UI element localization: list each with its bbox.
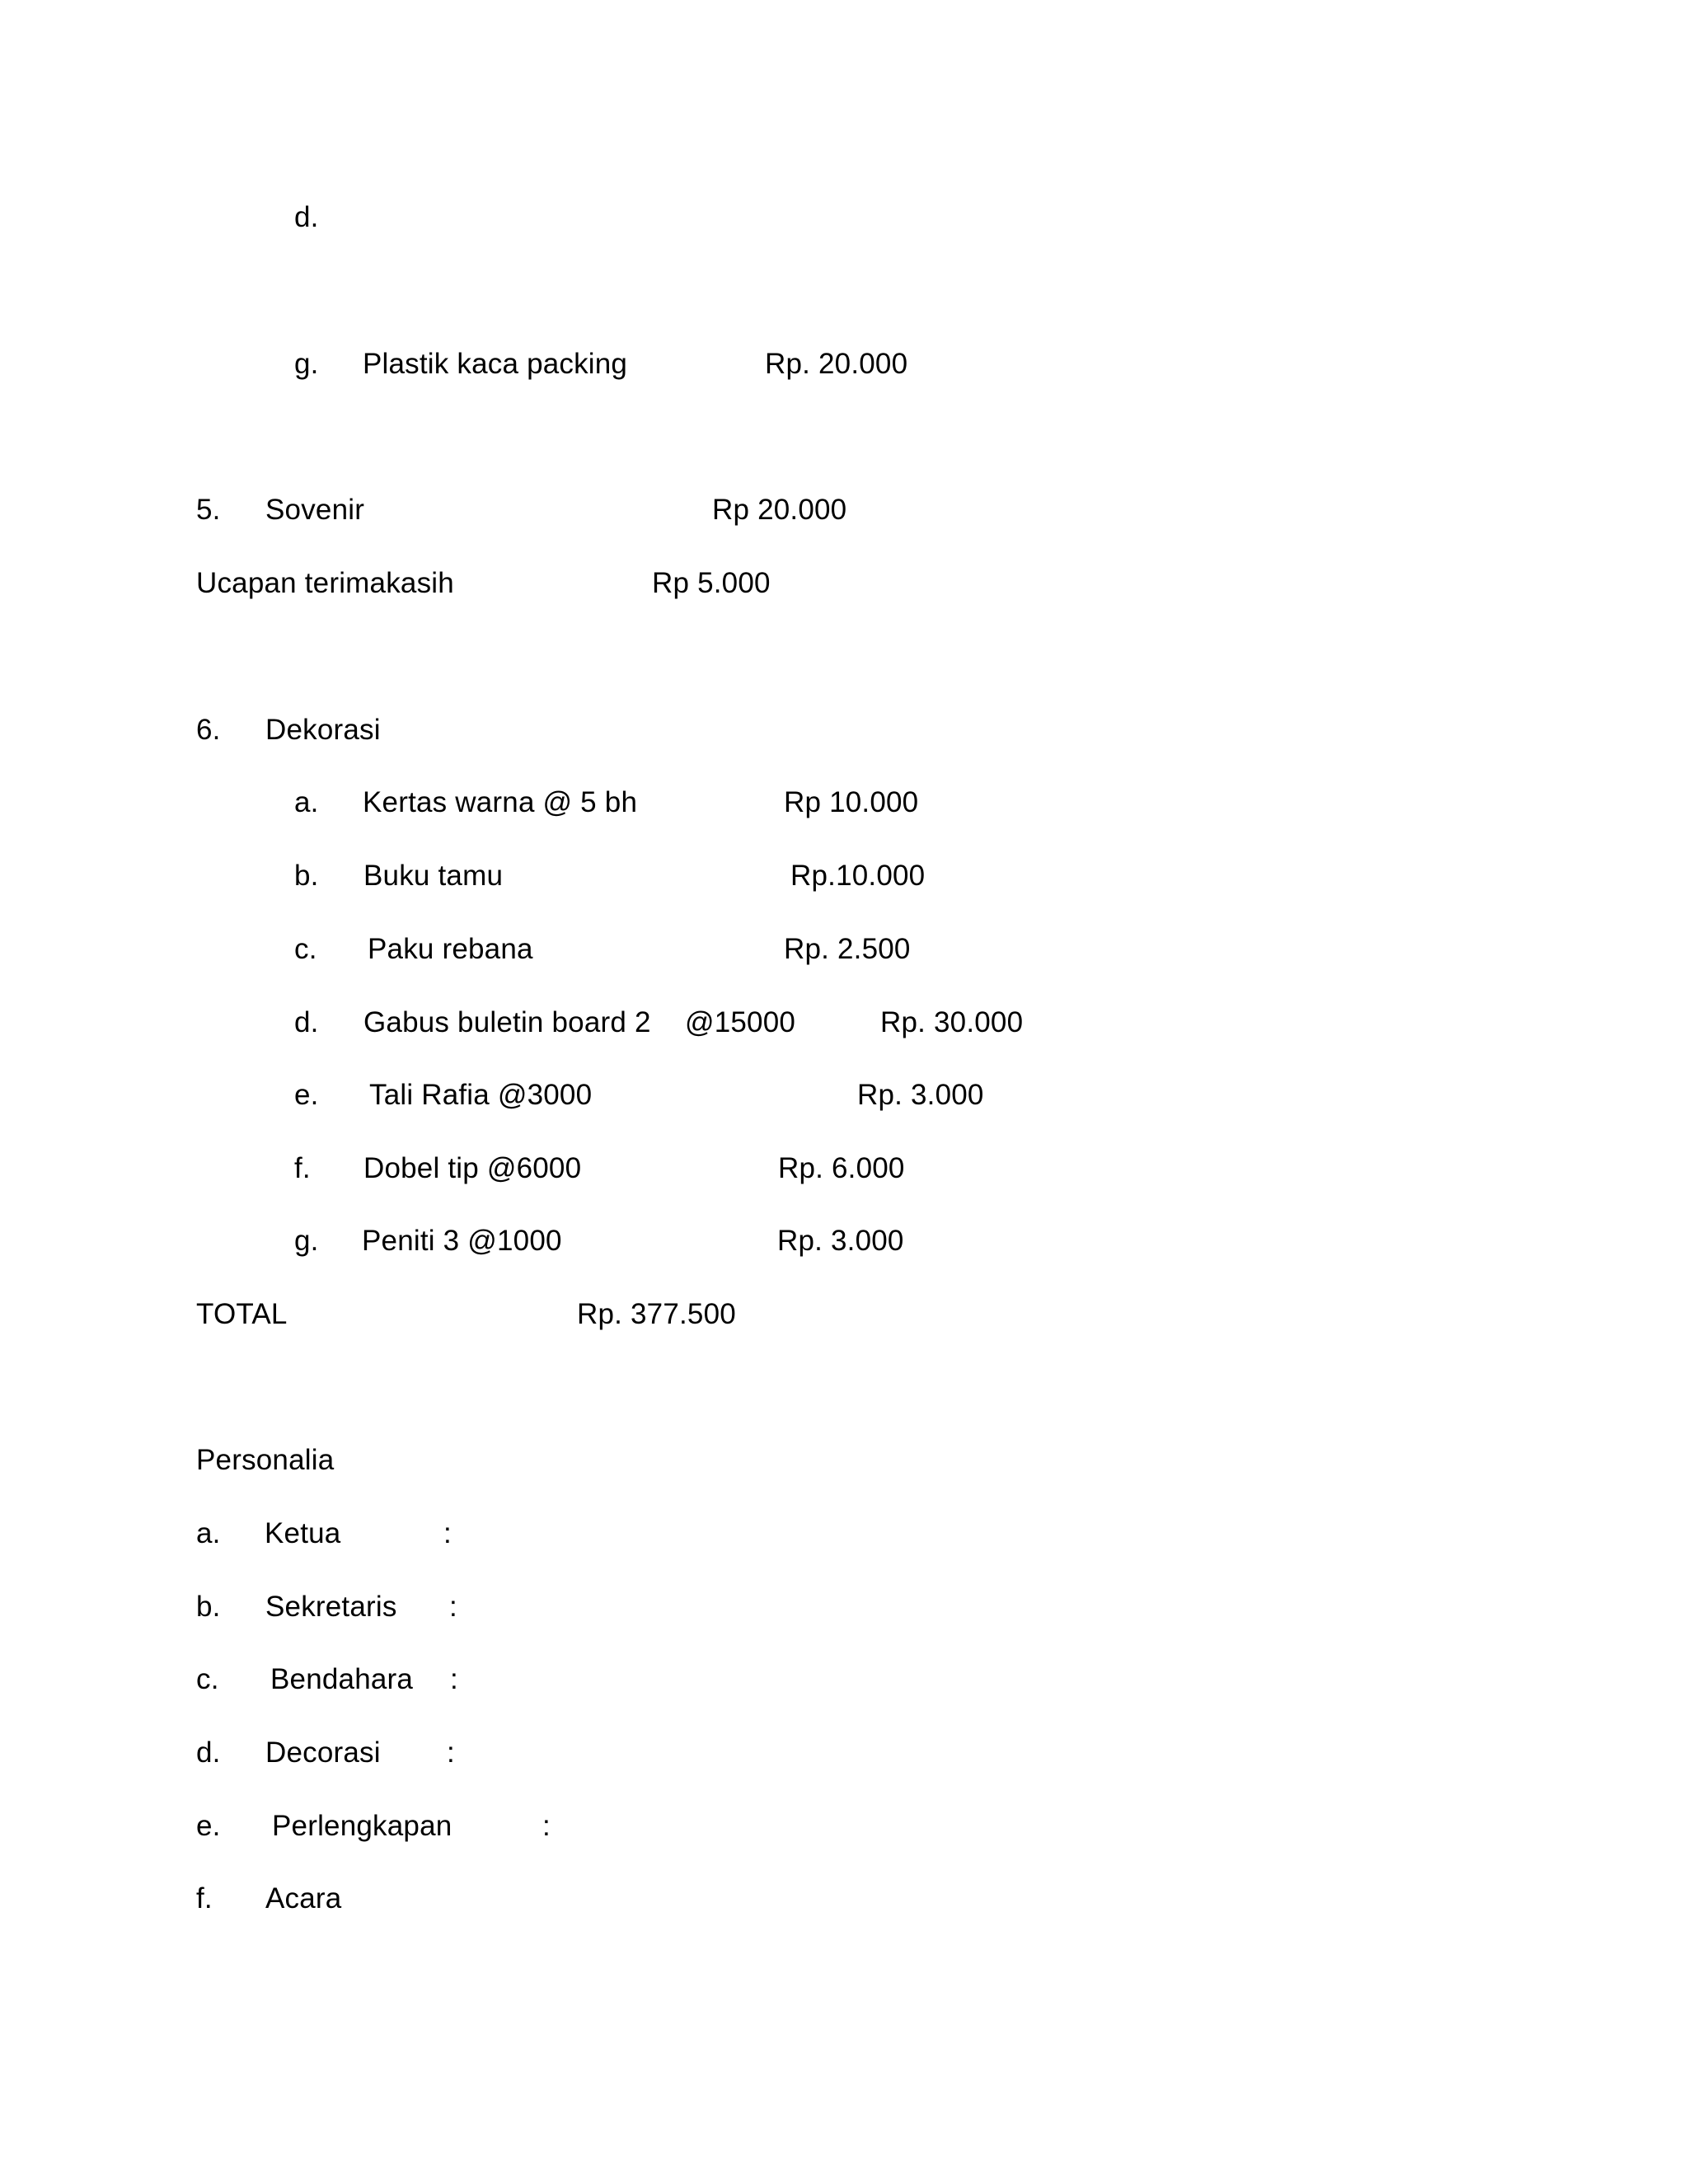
personalia-role-colon: : bbox=[443, 1517, 452, 1549]
item-g-marker: g. bbox=[294, 348, 319, 380]
ucapan-label: Ucapan terimakasih bbox=[196, 567, 454, 599]
personalia-role-marker: c. bbox=[196, 1663, 219, 1695]
personalia-role-colon: : bbox=[447, 1736, 455, 1769]
dekorasi-item-label: Kertas warna @ 5 bh bbox=[363, 786, 638, 818]
section5-number: 5. bbox=[196, 494, 221, 526]
dekorasi-item-price: Rp. 6.000 bbox=[778, 1152, 905, 1184]
personalia-role-label: Acara bbox=[265, 1882, 342, 1915]
dekorasi-item-price: Rp 10.000 bbox=[784, 786, 919, 818]
section6-title: Dekorasi bbox=[265, 714, 381, 746]
personalia-role-marker: d. bbox=[196, 1736, 221, 1769]
personalia-role-colon: : bbox=[449, 1591, 457, 1623]
item-d-marker: d. bbox=[294, 201, 319, 233]
total-label: TOTAL bbox=[196, 1298, 288, 1330]
section5-title: Sovenir bbox=[265, 494, 365, 526]
dekorasi-item-price: Rp. 30.000 bbox=[880, 1006, 1024, 1038]
dekorasi-item-label: Tali Rafia @3000 bbox=[369, 1079, 593, 1111]
personalia-title: Personalia bbox=[196, 1444, 335, 1476]
personalia-role-colon: : bbox=[450, 1663, 458, 1695]
personalia-role-marker: a. bbox=[196, 1517, 221, 1549]
dekorasi-item-label: Dobel tip @6000 bbox=[363, 1152, 582, 1184]
dekorasi-item-marker: a. bbox=[294, 786, 319, 818]
dekorasi-item-label: Gabus buletin board 2 bbox=[363, 1006, 651, 1038]
dekorasi-item-label: Buku tamu bbox=[363, 860, 504, 892]
dekorasi-item-label: Peniti 3 @1000 bbox=[362, 1225, 562, 1257]
personalia-role-colon: : bbox=[542, 1810, 551, 1842]
dekorasi-item-price: Rp. 3.000 bbox=[857, 1079, 984, 1111]
dekorasi-item-marker: d. bbox=[294, 1006, 319, 1038]
dekorasi-item-marker: e. bbox=[294, 1079, 319, 1111]
personalia-role-label: Sekretaris bbox=[265, 1591, 397, 1623]
personalia-role-label: Ketua bbox=[265, 1517, 341, 1549]
dekorasi-item-marker: f. bbox=[294, 1152, 311, 1184]
dekorasi-item-price: Rp.10.000 bbox=[790, 860, 926, 892]
total-price: Rp. 377.500 bbox=[577, 1298, 736, 1330]
dekorasi-item-marker: g. bbox=[294, 1225, 319, 1257]
dekorasi-item-marker: c. bbox=[294, 933, 317, 965]
dekorasi-item-unit-price: @15000 bbox=[685, 1006, 796, 1038]
ucapan-price: Rp 5.000 bbox=[652, 567, 771, 599]
section6-number: 6. bbox=[196, 714, 221, 746]
personalia-role-marker: b. bbox=[196, 1591, 221, 1623]
personalia-role-marker: f. bbox=[196, 1882, 213, 1915]
personalia-role-marker: e. bbox=[196, 1810, 221, 1842]
dekorasi-item-price: Rp. 3.000 bbox=[777, 1225, 904, 1257]
item-g-price: Rp. 20.000 bbox=[765, 348, 908, 380]
section5-price: Rp 20.000 bbox=[712, 494, 847, 526]
dekorasi-item-price: Rp. 2.500 bbox=[784, 933, 911, 965]
personalia-role-label: Bendahara bbox=[270, 1663, 414, 1695]
dekorasi-item-label: Paku rebana bbox=[368, 933, 533, 965]
dekorasi-item-marker: b. bbox=[294, 860, 319, 892]
personalia-role-label: Decorasi bbox=[265, 1736, 381, 1769]
personalia-role-label: Perlengkapan bbox=[272, 1810, 452, 1842]
item-g-label: Plastik kaca packing bbox=[363, 348, 628, 380]
